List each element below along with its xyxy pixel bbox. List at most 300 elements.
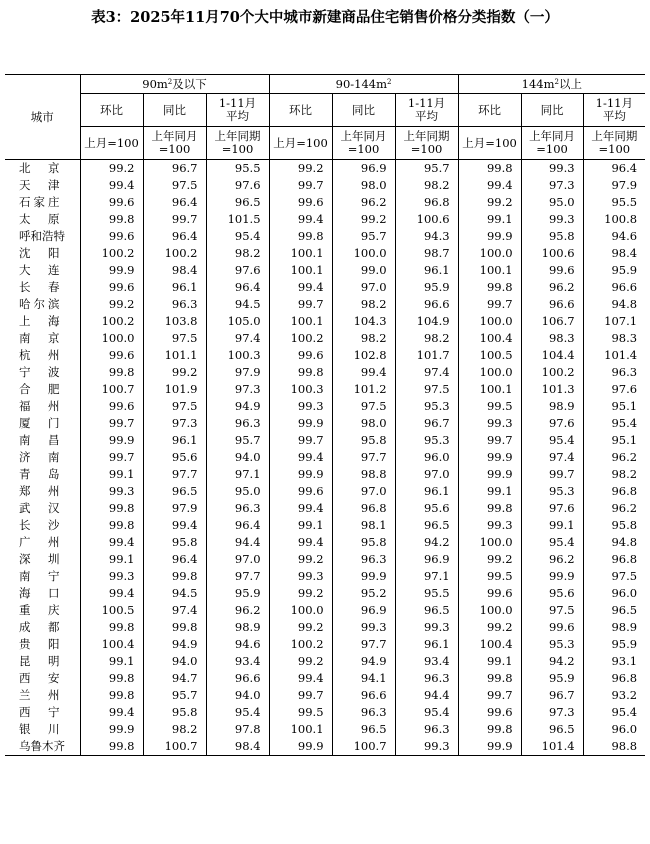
index-value: 98.9	[583, 619, 645, 636]
index-value: 95.8	[583, 517, 645, 534]
base-header-row	[5, 127, 645, 160]
index-value: 99.6	[269, 483, 332, 500]
index-value: 97.8	[206, 721, 269, 738]
table-header	[5, 75, 645, 160]
index-value: 96.3	[206, 415, 269, 432]
index-value: 96.8	[583, 551, 645, 568]
city-name: 贵 阳	[19, 637, 60, 651]
index-value: 97.5	[143, 330, 206, 347]
city-name: 南 昌	[19, 433, 60, 447]
sub-header-cell: 1-11月 平均	[206, 94, 269, 127]
index-value: 99.8	[458, 721, 521, 738]
index-value: 100.4	[458, 636, 521, 653]
index-value: 95.4	[521, 534, 583, 551]
index-value: 99.4	[269, 211, 332, 228]
index-value: 99.4	[269, 279, 332, 296]
index-value: 98.9	[521, 398, 583, 415]
index-value: 98.0	[332, 415, 395, 432]
index-value: 94.1	[332, 670, 395, 687]
index-value: 100.0	[458, 313, 521, 330]
city-name: 海 口	[19, 586, 60, 600]
table-row	[5, 364, 645, 381]
index-value: 96.0	[395, 449, 458, 466]
index-value: 99.1	[458, 211, 521, 228]
index-value: 99.9	[458, 449, 521, 466]
city-name: 天 津	[19, 178, 60, 192]
index-value: 97.3	[143, 415, 206, 432]
index-value: 97.1	[395, 568, 458, 585]
index-value: 97.6	[206, 262, 269, 279]
index-value: 99.4	[269, 670, 332, 687]
index-value: 100.5	[458, 347, 521, 364]
index-value: 96.6	[206, 670, 269, 687]
index-value: 99.3	[458, 517, 521, 534]
city-name: 太 原	[19, 212, 60, 226]
index-value: 99.8	[458, 279, 521, 296]
index-value: 97.5	[143, 177, 206, 194]
table-row	[5, 432, 645, 449]
index-value: 95.3	[521, 483, 583, 500]
index-value: 99.2	[143, 364, 206, 381]
index-value: 99.6	[269, 194, 332, 211]
index-value: 96.4	[143, 228, 206, 245]
index-value: 99.8	[80, 517, 143, 534]
index-value: 96.8	[583, 483, 645, 500]
city-name: 银 川	[19, 722, 60, 736]
table-row	[5, 177, 645, 194]
index-value: 99.2	[458, 194, 521, 211]
table-row	[5, 296, 645, 313]
index-value: 99.4	[332, 364, 395, 381]
index-value: 99.1	[80, 466, 143, 483]
table-row	[5, 194, 645, 211]
index-value: 97.0	[332, 483, 395, 500]
index-value: 99.8	[80, 619, 143, 636]
table-row	[5, 449, 645, 466]
index-value: 95.9	[583, 636, 645, 653]
index-value: 99.8	[458, 500, 521, 517]
index-value: 99.8	[269, 228, 332, 245]
index-value: 100.8	[583, 211, 645, 228]
index-value: 96.9	[395, 551, 458, 568]
index-value: 99.8	[80, 738, 143, 756]
index-value: 101.2	[332, 381, 395, 398]
index-value: 95.8	[521, 228, 583, 245]
index-value: 99.4	[269, 500, 332, 517]
table-row	[5, 585, 645, 602]
index-value: 107.1	[583, 313, 645, 330]
index-value: 99.4	[458, 177, 521, 194]
index-value: 95.5	[206, 160, 269, 178]
table-row	[5, 262, 645, 279]
index-value: 96.2	[206, 602, 269, 619]
index-value: 99.2	[80, 296, 143, 313]
base-header-cell: 上年同期 =100	[583, 127, 645, 160]
base-header-cell: 上年同月 =100	[521, 127, 583, 160]
base-header-cell: 上月=100	[269, 127, 332, 160]
index-value: 96.6	[583, 279, 645, 296]
index-value: 95.3	[395, 398, 458, 415]
index-value: 99.9	[269, 738, 332, 756]
index-value: 99.3	[269, 398, 332, 415]
index-value: 99.8	[143, 619, 206, 636]
index-value: 97.1	[206, 466, 269, 483]
index-value: 99.9	[332, 568, 395, 585]
table-row	[5, 483, 645, 500]
index-value: 95.7	[332, 228, 395, 245]
index-value: 99.6	[80, 194, 143, 211]
index-value: 95.8	[332, 432, 395, 449]
index-value: 97.7	[332, 636, 395, 653]
table-body	[5, 160, 645, 756]
index-value: 100.3	[269, 381, 332, 398]
index-value: 100.1	[269, 262, 332, 279]
index-value: 98.7	[395, 245, 458, 262]
index-value: 96.2	[332, 194, 395, 211]
index-value: 97.4	[143, 602, 206, 619]
index-value: 95.7	[143, 687, 206, 704]
index-value: 99.1	[269, 517, 332, 534]
index-value: 97.0	[395, 466, 458, 483]
sub-header-cell: 环比	[269, 94, 332, 127]
index-value: 97.3	[521, 177, 583, 194]
sub-header-cell: 环比	[80, 94, 143, 127]
city-name: 成 都	[19, 620, 60, 634]
index-value: 99.4	[80, 704, 143, 721]
index-value: 99.7	[521, 466, 583, 483]
index-value: 99.7	[458, 687, 521, 704]
group-header-small: $90m^2$及以下	[80, 75, 269, 94]
index-value: 100.5	[80, 602, 143, 619]
city-name: 昆 明	[19, 654, 60, 668]
index-value: 95.9	[583, 262, 645, 279]
index-value: 96.9	[332, 160, 395, 178]
sub-header-cell: 同比	[332, 94, 395, 127]
sub-header-cell: 1-11月 平均	[583, 94, 645, 127]
index-value: 95.4	[206, 704, 269, 721]
index-value: 100.0	[458, 534, 521, 551]
index-value: 96.7	[521, 687, 583, 704]
index-value: 99.5	[458, 398, 521, 415]
index-value: 95.1	[583, 398, 645, 415]
index-value: 96.1	[395, 262, 458, 279]
index-value: 99.6	[80, 228, 143, 245]
table-row	[5, 551, 645, 568]
index-value: 99.7	[269, 432, 332, 449]
index-value: 98.9	[206, 619, 269, 636]
index-value: 99.4	[80, 177, 143, 194]
index-value: 100.2	[143, 245, 206, 262]
index-value: 95.0	[206, 483, 269, 500]
index-value: 99.7	[269, 687, 332, 704]
index-value: 97.5	[583, 568, 645, 585]
index-value: 100.0	[458, 602, 521, 619]
city-name: 福 州	[19, 399, 60, 413]
index-value: 97.0	[332, 279, 395, 296]
base-header-cell: 上月=100	[80, 127, 143, 160]
table-row	[5, 347, 645, 364]
index-value: 96.4	[206, 517, 269, 534]
index-value: 96.2	[583, 500, 645, 517]
index-value: 95.9	[206, 585, 269, 602]
index-value: 96.8	[583, 670, 645, 687]
index-value: 104.4	[521, 347, 583, 364]
sub-header-cell: 同比	[521, 94, 583, 127]
table-row	[5, 245, 645, 262]
base-header-cell: 上年同月 =100	[332, 127, 395, 160]
city-name: 呼和浩特	[19, 229, 65, 243]
index-value: 94.8	[583, 534, 645, 551]
city-name: 长 春	[19, 280, 60, 294]
index-value: 98.2	[143, 721, 206, 738]
index-value: 99.4	[269, 449, 332, 466]
index-value: 98.2	[395, 177, 458, 194]
index-value: 97.5	[521, 602, 583, 619]
index-value: 99.6	[269, 347, 332, 364]
city-name: 广 州	[19, 535, 60, 549]
price-index-table	[5, 74, 645, 756]
table-row	[5, 704, 645, 721]
index-value: 106.7	[521, 313, 583, 330]
index-value: 96.1	[395, 636, 458, 653]
index-value: 99.6	[521, 262, 583, 279]
table-row	[5, 653, 645, 670]
index-value: 99.9	[269, 415, 332, 432]
index-value: 101.4	[583, 347, 645, 364]
index-value: 96.3	[395, 670, 458, 687]
city-name: 宁 波	[19, 365, 60, 379]
index-value: 95.4	[583, 415, 645, 432]
index-value: 98.4	[206, 738, 269, 756]
index-value: 100.0	[458, 245, 521, 262]
index-value: 99.4	[80, 585, 143, 602]
city-name: 哈尔滨	[19, 297, 60, 311]
index-value: 96.2	[521, 279, 583, 296]
index-value: 98.2	[583, 466, 645, 483]
index-value: 93.1	[583, 653, 645, 670]
city-name: 兰 州	[19, 688, 60, 702]
index-value: 100.2	[269, 330, 332, 347]
index-value: 99.2	[332, 211, 395, 228]
index-value: 95.8	[143, 534, 206, 551]
index-value: 94.8	[583, 296, 645, 313]
index-value: 99.2	[269, 585, 332, 602]
index-value: 99.9	[458, 466, 521, 483]
index-value: 99.4	[269, 534, 332, 551]
index-value: 95.0	[521, 194, 583, 211]
city-name: 长 沙	[19, 518, 60, 532]
index-value: 96.5	[206, 194, 269, 211]
city-name: 大 连	[19, 263, 60, 277]
index-value: 97.7	[332, 449, 395, 466]
index-value: 95.5	[395, 585, 458, 602]
index-value: 100.0	[332, 245, 395, 262]
index-value: 104.9	[395, 313, 458, 330]
index-value: 96.1	[143, 279, 206, 296]
index-value: 95.9	[521, 670, 583, 687]
base-header-cell: 上月=100	[458, 127, 521, 160]
city-name: 南 宁	[19, 569, 60, 583]
index-value: 100.0	[458, 364, 521, 381]
index-value: 99.1	[458, 653, 521, 670]
index-value: 94.2	[521, 653, 583, 670]
index-value: 100.1	[269, 313, 332, 330]
index-value: 95.4	[395, 704, 458, 721]
index-value: 101.9	[143, 381, 206, 398]
index-value: 99.8	[80, 670, 143, 687]
sub-header-cell: 1-11月 平均	[395, 94, 458, 127]
index-value: 95.3	[395, 432, 458, 449]
city-name: 重 庆	[19, 603, 60, 617]
index-value: 96.2	[521, 551, 583, 568]
index-value: 96.1	[143, 432, 206, 449]
index-value: 97.4	[206, 330, 269, 347]
index-value: 99.8	[80, 687, 143, 704]
index-value: 97.4	[395, 364, 458, 381]
index-value: 94.6	[583, 228, 645, 245]
index-value: 99.3	[332, 619, 395, 636]
index-value: 99.8	[80, 364, 143, 381]
index-value: 97.4	[521, 449, 583, 466]
index-value: 99.7	[458, 432, 521, 449]
table-row	[5, 602, 645, 619]
index-value: 99.3	[395, 619, 458, 636]
table-row	[5, 500, 645, 517]
index-value: 96.6	[332, 687, 395, 704]
city-name: 沈 阳	[19, 246, 60, 260]
index-value: 100.2	[80, 313, 143, 330]
table-row	[5, 330, 645, 347]
index-value: 99.8	[80, 500, 143, 517]
index-value: 101.7	[395, 347, 458, 364]
index-value: 99.9	[80, 262, 143, 279]
sub-header-cell: 环比	[458, 94, 521, 127]
city-name: 合 肥	[19, 382, 60, 396]
index-value: 96.0	[583, 721, 645, 738]
index-value: 97.9	[143, 500, 206, 517]
index-value: 100.1	[458, 381, 521, 398]
index-value: 96.3	[583, 364, 645, 381]
base-header-cell: 上年同期 =100	[206, 127, 269, 160]
index-value: 96.5	[521, 721, 583, 738]
index-value: 98.4	[583, 245, 645, 262]
index-value: 99.8	[143, 568, 206, 585]
index-value: 100.7	[332, 738, 395, 756]
city-name: 石家庄	[19, 195, 60, 209]
index-value: 99.3	[395, 738, 458, 756]
index-value: 93.4	[395, 653, 458, 670]
table-row	[5, 738, 645, 756]
index-value: 94.9	[206, 398, 269, 415]
city-name: 杭 州	[19, 348, 60, 362]
index-value: 94.0	[143, 653, 206, 670]
index-value: 97.3	[521, 704, 583, 721]
index-value: 99.9	[269, 466, 332, 483]
index-value: 95.4	[206, 228, 269, 245]
group-header-large: $144m^2$以上	[458, 75, 645, 94]
table-row	[5, 687, 645, 704]
index-value: 100.0	[269, 602, 332, 619]
index-value: 94.3	[395, 228, 458, 245]
index-value: 95.7	[206, 432, 269, 449]
index-value: 93.2	[583, 687, 645, 704]
index-value: 100.7	[80, 381, 143, 398]
index-value: 98.0	[332, 177, 395, 194]
table-row	[5, 160, 645, 178]
index-value: 99.2	[458, 551, 521, 568]
index-value: 95.2	[332, 585, 395, 602]
index-value: 100.2	[269, 636, 332, 653]
index-value: 93.4	[206, 653, 269, 670]
index-value: 100.7	[143, 738, 206, 756]
index-value: 99.2	[269, 619, 332, 636]
index-value: 96.3	[332, 704, 395, 721]
index-value: 100.4	[458, 330, 521, 347]
index-value: 94.4	[206, 534, 269, 551]
index-value: 94.7	[143, 670, 206, 687]
index-value: 96.5	[143, 483, 206, 500]
index-value: 99.9	[458, 228, 521, 245]
table-row	[5, 211, 645, 228]
index-value: 99.4	[143, 517, 206, 534]
index-value: 100.1	[269, 245, 332, 262]
table-row	[5, 279, 645, 296]
index-value: 100.6	[521, 245, 583, 262]
page-title: 表3：2025年11月70个大中城市新建商品住宅销售价格分类指数（一）	[91, 9, 559, 26]
index-value: 99.9	[458, 738, 521, 756]
index-value: 99.9	[80, 432, 143, 449]
index-value: 99.2	[269, 551, 332, 568]
index-value: 99.5	[458, 568, 521, 585]
index-value: 100.4	[80, 636, 143, 653]
city-name: 武 汉	[19, 501, 60, 515]
table-row	[5, 398, 645, 415]
city-name: 西 宁	[19, 705, 60, 719]
city-name: 北 京	[19, 161, 60, 175]
index-value: 96.9	[332, 602, 395, 619]
index-value: 98.2	[395, 330, 458, 347]
index-value: 101.3	[521, 381, 583, 398]
index-value: 96.0	[583, 585, 645, 602]
index-value: 97.6	[521, 500, 583, 517]
index-value: 96.8	[395, 194, 458, 211]
index-value: 96.4	[583, 160, 645, 178]
index-value: 95.4	[583, 704, 645, 721]
index-value: 96.1	[395, 483, 458, 500]
index-value: 97.5	[395, 381, 458, 398]
index-value: 97.6	[521, 415, 583, 432]
index-value: 94.5	[206, 296, 269, 313]
index-value: 96.6	[395, 296, 458, 313]
table-row	[5, 228, 645, 245]
index-value: 97.9	[583, 177, 645, 194]
index-value: 98.2	[332, 296, 395, 313]
index-value: 97.7	[206, 568, 269, 585]
city-name: 上 海	[19, 314, 60, 328]
index-value: 96.8	[332, 500, 395, 517]
index-value: 94.9	[332, 653, 395, 670]
index-value: 102.8	[332, 347, 395, 364]
index-value: 96.7	[395, 415, 458, 432]
index-value: 99.2	[458, 619, 521, 636]
index-value: 98.2	[332, 330, 395, 347]
index-value: 98.8	[583, 738, 645, 756]
index-value: 99.2	[269, 160, 332, 178]
index-value: 99.3	[80, 568, 143, 585]
index-value: 103.8	[143, 313, 206, 330]
table-row	[5, 721, 645, 738]
table-row	[5, 670, 645, 687]
